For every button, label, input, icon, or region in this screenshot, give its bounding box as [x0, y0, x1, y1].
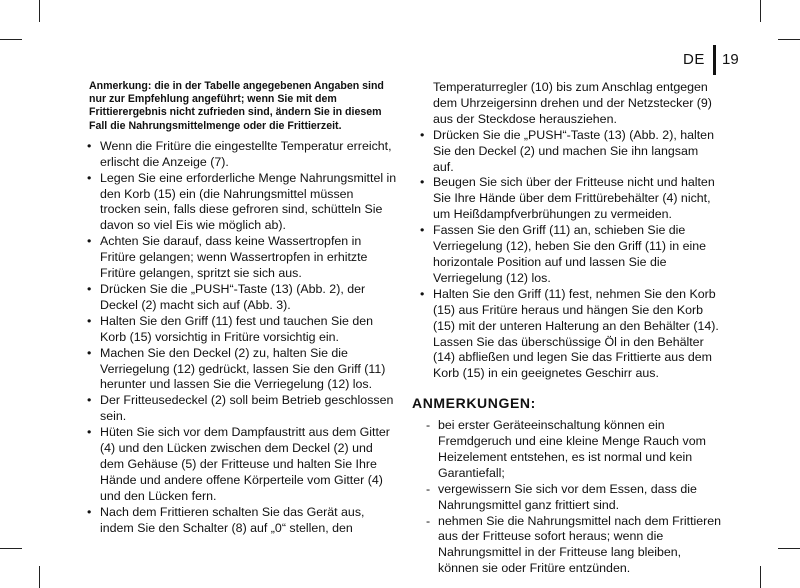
list-item-continuation: Temperaturregler (10) bis zum Anschlag entgegen dem Uhrzeigersinn drehen und der Netzstecker (9) aus der Steckdose herausziehen.	[433, 80, 712, 126]
list-item: • Wenn die Fritüre die eingestellte Temperatur erreicht, erlischt die Anzeige (7).	[79, 139, 397, 171]
list-item: • Drücken Sie die „PUSH“-Taste (13) (Abb. 2), der Deckel (2) macht sich auf (Abb. 3).	[79, 282, 397, 314]
list-item: • Halten Sie den Griff (11) fest, nehmen Sie den Korb (15) aus Fritüre heraus und hängen Sie den Korb (15) mit der unteren Halterung an den Behälter (14). Lassen Sie das überschüssige Öl in den Behälter (14) abfließen und legen Sie das Frittierte aus dem Korb (15) in ein geeignetes Geschirr aus.	[412, 287, 722, 382]
instruction-list-left	[79, 139, 397, 537]
list-item: • Beugen Sie sich über der Fritteuse nicht und halten Sie Ihre Hände über dem Frittürebehälter (4) nicht, um Heißdampfverbrühungen zu vermeiden.	[412, 175, 722, 223]
crop-mark-bottom-left-h	[0, 548, 22, 549]
list-item: • Hüten Sie sich vor dem Dampfaustritt aus dem Gitter (4) und den Lücken zwischen dem Deckel (2) und dem Gehäuse (5) der Fritteuse und halten Sie Ihre Hände und andere offene Körperteile vom Gitter (4) und den Lücken fern.	[79, 425, 397, 505]
crop-mark-bottom-right-h	[778, 548, 800, 549]
list-item: • Der Fritteusedeckel (2) soll beim Betrieb geschlossen sein.	[79, 393, 397, 425]
list-item: - vergewissern Sie sich vor dem Essen, dass die Nahrungsmittel ganz frittiert sind.	[412, 482, 722, 514]
list-item: • Fassen Sie den Griff (11) an, schieben Sie die Verriegelung (12), heben Sie den Griff (11) in eine horizontale Position auf und lassen Sie die Verriegelung (12) los.	[412, 223, 722, 287]
crop-mark-bottom-right-v	[760, 566, 761, 588]
language-code: DE	[683, 51, 705, 68]
list-item: • Nach dem Frittieren schalten Sie das Gerät aus, indem Sie den Schalter (8) auf „0“ stellen, den	[79, 505, 397, 537]
header-divider	[713, 45, 716, 75]
crop-mark-top-right-v	[760, 0, 761, 22]
list-item: • Legen Sie eine erforderliche Menge Nahrungsmittel in den Korb (15) ein (die Nahrungsmittel müssen trocken sein, falls diese gefroren sind, schütteln Sie davon so viel Eis wie möglich ab).	[79, 171, 397, 235]
page-number: 19	[722, 51, 739, 68]
notes-list	[412, 418, 722, 577]
list-item: • Halten Sie den Griff (11) fest und tauchen Sie den Korb (15) vorsichtig in Fritüre vorsichtig ein.	[79, 314, 397, 346]
crop-mark-bottom-left-v	[39, 566, 40, 588]
list-item: • Drücken Sie die „PUSH“-Taste (13) (Abb. 2), halten Sie den Deckel (2) und machen Sie ihn langsam auf.	[412, 128, 722, 176]
list-item: - nehmen Sie die Nahrungsmittel nach dem Frittieren aus der Fritteuse sofort heraus; wenn die Nahrungsmittel in der Fritteuse lang bleiben, können sie oder Fritüre entzünden.	[412, 514, 722, 578]
list-item: - bei erster Geräteeinschaltung können ein Fremdgeruch und eine kleine Menge Rauch vom Heizelement entstehen, es ist normal und kein Garantiefall;	[412, 418, 722, 482]
right-column	[412, 80, 722, 577]
crop-mark-top-right-h	[778, 39, 800, 40]
section-title-notes: ANMERKUNGEN:	[412, 395, 536, 412]
crop-mark-top-left-v	[39, 0, 40, 22]
list-item: • Achten Sie darauf, dass keine Wassertropfen in Fritüre gelangen; wenn Wassertropfen in erhitzte Fritüre gelangen, spritzt sie sich aus.	[79, 234, 397, 282]
crop-mark-top-left-h	[0, 39, 22, 40]
list-item: • Machen Sie den Deckel (2) zu, halten Sie die Verriegelung (12) gedrückt, lassen Sie den Griff (11) herunter und lassen Sie die Verriegelung (12) los.	[79, 346, 397, 394]
left-column	[79, 80, 397, 536]
table-note: Anmerkung: die in der Tabelle angegebenen Angaben sind nur zur Empfehlung angeführt; wenn Sie mit dem Frittierergebnis nicht zufrieden sind, ändern Sie in diesem Fall die Nahrungsmittelmenge oder die Frittierzeit.	[89, 80, 384, 132]
instruction-list-right	[412, 128, 722, 383]
